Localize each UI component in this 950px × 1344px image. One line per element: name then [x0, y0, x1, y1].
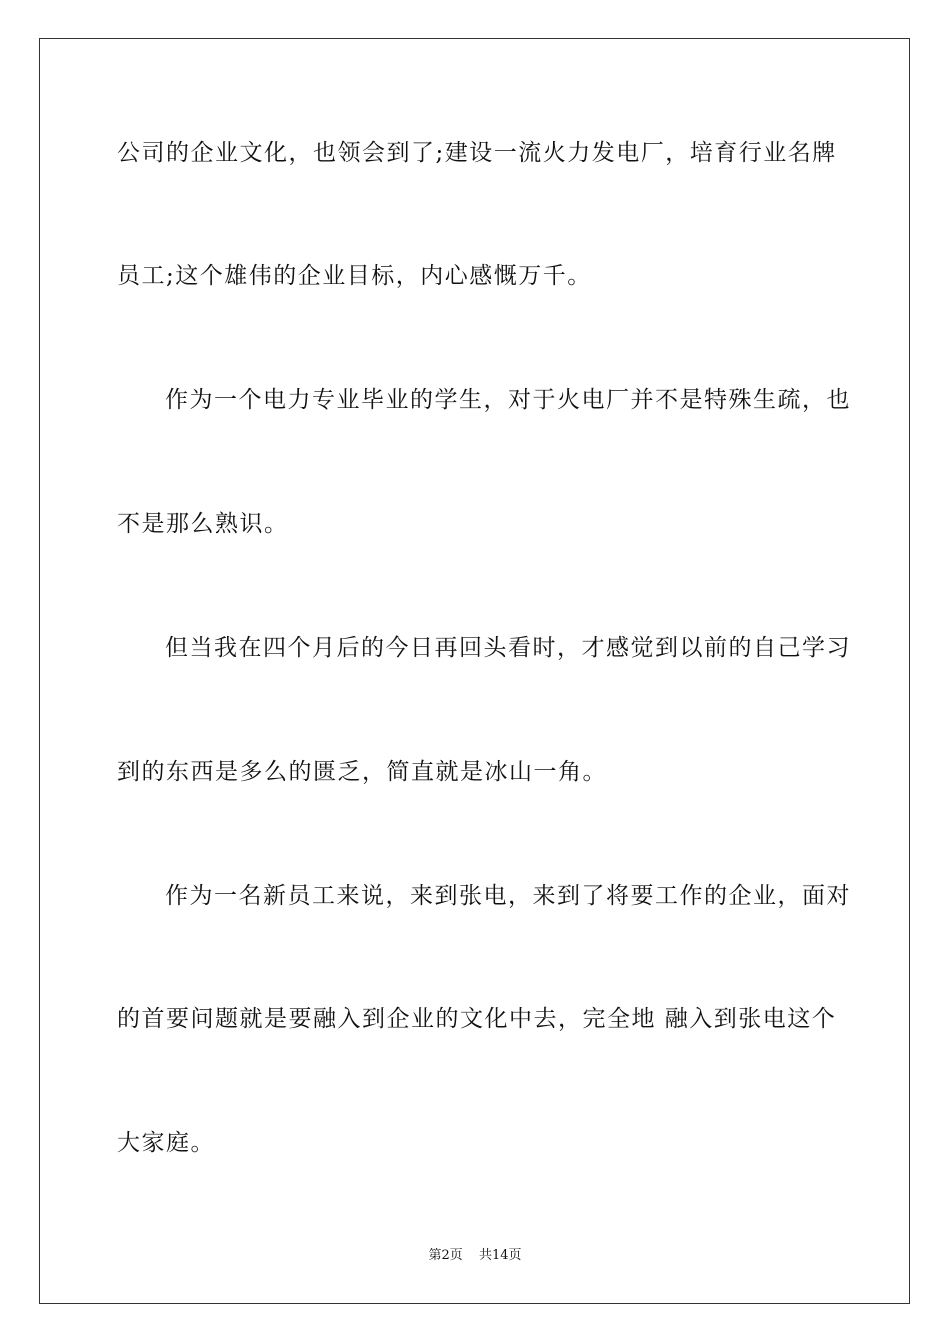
page-border: [39, 38, 910, 1304]
text-line-3: 作为一个电力专业毕业的学生，对于火电厂并不是特殊生疏，也: [165, 387, 851, 413]
text-line-1: 公司的企业文化，也领会到了;建设一流火力发电厂，培育行业名牌: [117, 140, 837, 166]
text-line-6: 到的东西是多么的匮乏，简直就是冰山一角。: [117, 759, 607, 785]
text-line-7: 作为一名新员工来说，来到张电，来到了将要工作的企业，面对: [165, 883, 851, 909]
text-line-5: 但当我在四个月后的今日再回头看时，才感觉到以前的自己学习: [165, 635, 851, 661]
total-pages: 共14页: [478, 1248, 522, 1263]
page-number: 第2页: [428, 1248, 463, 1263]
text-line-9: 大家庭。: [117, 1130, 215, 1156]
text-line-2: 员工;这个雄伟的企业目标，内心感慨万千。: [117, 263, 592, 289]
text-line-8: 的首要问题就是要融入到企业的文化中去，完全地 融入到张电这个: [117, 1006, 837, 1032]
text-line-4: 不是那么熟识。: [117, 511, 289, 537]
page-footer: [0, 1247, 950, 1265]
